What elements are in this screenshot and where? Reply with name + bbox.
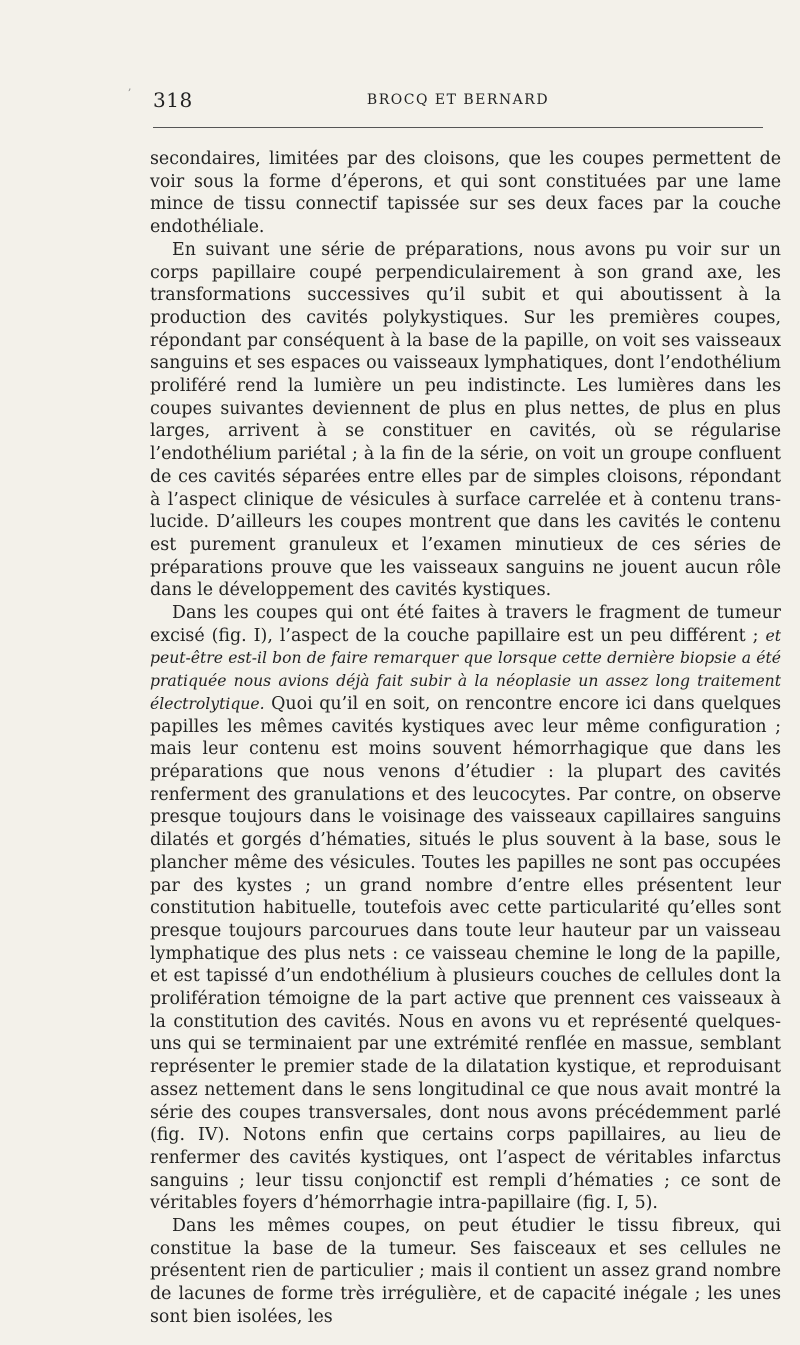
paragraph-3-end: Quoi qu’il en soit, on rencontre encore ici dans quelques papilles les mêmes cavités kystiques avec leur même configuration ; mais leur contenu est moins souvent hémorrhagique que dans les préparations que nous venons d’étudier : la plupart des cavités renferment des granulations et des leucocytes. Par contre, on observe presque toujours dans le voisinage des vaisseaux capillaires sanguins dilatés et gorgés d’hématies, situés le plus souvent à la base, sous le plancher même des vésicules. Toutes les papilles ne sont pas occupées par des kystes ; un grand nombre d’entre elles présentent leur constitution habituelle, toutefois avec cette particularité qu’elles sont presque toujours parcourues dans toute leur hauteur par un vaisseau lymphatique des plus nets : ce vaisseau chemine le long de la papille, et est tapissé d’un endothélium à plusieurs couches de cellules dont la prolifération témoigne de la part active que prennent ces vaisseaux à la constitution des cavités. Nous en avons vu et représenté quelques-uns qui se terminaient par une extrémité renflée en massue, semblant représenter le premier stade de la dilatation kystique, et reproduisant assez nettement dans le sens longitudinal ce que nous avait montré la série des coupes transversales, dont nous avons précédemment parlé (fig. IV). Notons enfin que certains corps papillaires, au lieu de renfermer des cavités kystiques, ont l’aspect de véritables infarctus sanguins ; leur tissu conjonctif est rempli d’hématies ; ce sont de véritables foyers d’hémorrhagie intra-papillaire (fig. I, 5). <box>150 693 782 1214</box>
paragraph-3 <box>150 602 781 1215</box>
page-number: 318 <box>153 88 193 112</box>
paragraph-2: En suivant une série de préparations, nous avons pu voir sur un corps papillaire coupé perpendiculairement à son grand axe, les transformations successives qu’il subit et qui aboutissent à la production des cavités polykystiques. Sur les premières coupes, répondant par conséquent à la base de la papille, on voit ses vaisseaux sanguins et ses espaces ou vaisseaux lymphatiques, dont l’endothélium proliféré rend la lumière un peu indistincte. Les lumières dans les coupes suivantes deviennent de plus en plus nettes, de plus en plus larges, arrivent à se constituer en cavités, où se régularise l’endothélium pariétal ; à la fin de la série, on voit un groupe confluent de ces cavités séparées entre elles par de simples cloisons, répondant à l’aspect clinique de vésicules à surface carrelée et à contenu translucide. D’ailleurs les coupes montrent que dans les cavités le contenu est purement granuleux et l’examen minutieux de ces séries de préparations prouve que les vaisseaux sanguins ne jouent aucun rôle dans le développement des cavités kystiques. <box>150 239 781 601</box>
running-head: BROCQ ET BERNARD <box>366 92 550 108</box>
margin-mark: , <box>128 80 132 93</box>
paragraph-3-italic: et peut-être est-il bon de faire remarquer que lorsque cette dernière biopsie a été pratiquée nous avions déjà fait subir à la néoplasie un assez long traitement électrolytique. <box>150 626 782 713</box>
paragraph-3-start: Dans les coupes qui ont été faites à travers le fragment de tumeur excisé (fig. I), l’aspect de la couche papillaire est un peu différent ; <box>150 603 781 646</box>
paragraph-1: secondaires, limitées par des cloisons, que les coupes permettent de voir sous la forme d’éperons, et qui sont constituées par une lame mince de tissu connectif tapissée sur ses deux faces par la couche endothéliale. <box>150 149 781 238</box>
header-rule <box>153 127 763 128</box>
body-text <box>150 148 781 1329</box>
page-header <box>153 88 763 118</box>
paragraph-4: Dans les mêmes coupes, on peut étudier le tissu fibreux, qui constitue la base de la tumeur. Ses faisceaux et ses cellules ne présentent rien de particulier ; mais il contient un assez grand nombre de lacunes de forme très irrégulière, et de capacité inégale ; les unes sont bien isolées, les <box>150 1216 781 1327</box>
